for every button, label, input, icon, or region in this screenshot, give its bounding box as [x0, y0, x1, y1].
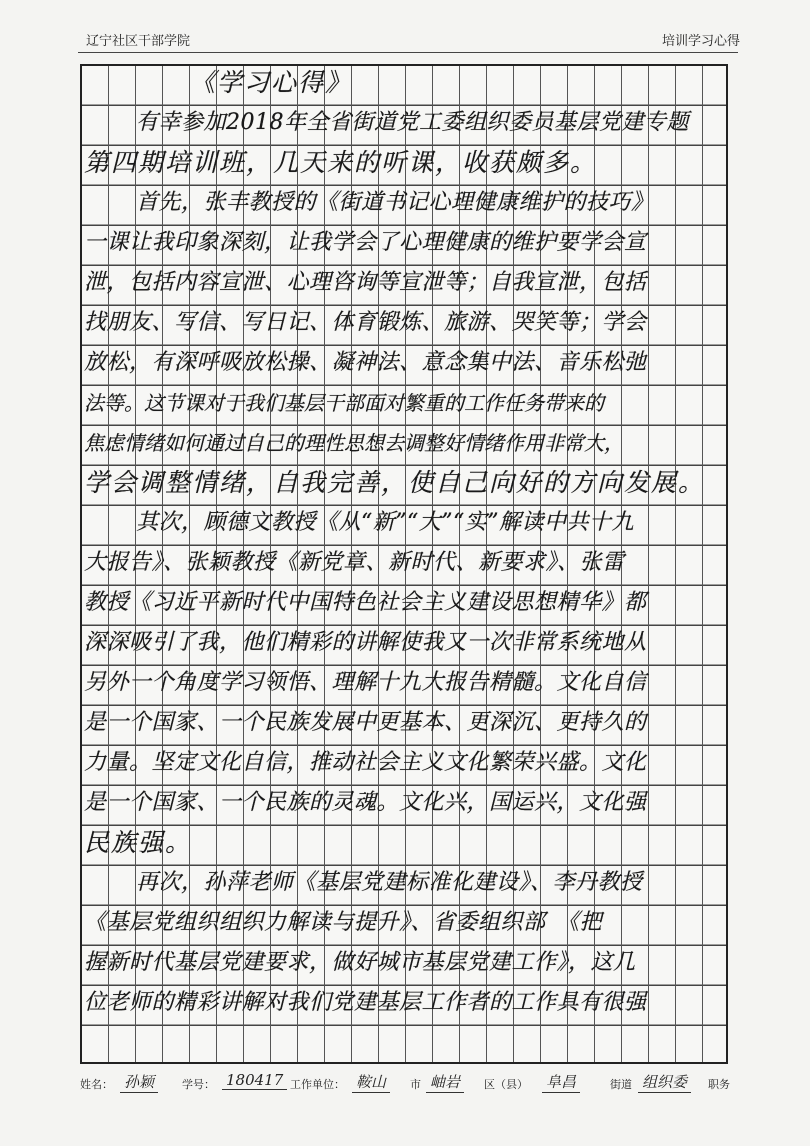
- post-value: 组织委: [638, 1071, 691, 1093]
- name-label: 姓名：: [80, 1078, 113, 1091]
- document-type-header: 培训学习心得: [661, 34, 740, 49]
- essay-line: 位老师的精彩讲解对我们党建基层工作者的工作具有很强: [84, 990, 647, 1015]
- essay-line: 力量。坚定文化自信，推动社会主义文化繁荣兴盛。文化: [84, 750, 647, 775]
- essay-line: 教授《习近平新时代中国特色社会主义建设思想精华》都: [84, 590, 647, 615]
- essay-body: [80, 64, 728, 1024]
- unit-label: 工作单位：: [290, 1078, 345, 1091]
- essay-line: 一课让我印象深刻，让我学会了心理健康的维护要学会宣: [84, 230, 647, 255]
- city-value: 鞍山: [352, 1071, 390, 1093]
- institution-header: 辽宁社区干部学院: [86, 34, 191, 49]
- district-label: 区（县）: [484, 1078, 528, 1091]
- essay-line: 学会调整情绪，自我完善，使自己向好的方向发展。: [84, 468, 706, 497]
- street-label: 街道: [610, 1078, 632, 1091]
- student-info-footer: [80, 1070, 740, 1096]
- name-value: 孙颖: [120, 1071, 158, 1093]
- essay-title: 《学习心得》: [190, 68, 353, 97]
- essay-line: 放松，有深呼吸放松操、凝神法、意念集中法、音乐松弛: [84, 350, 647, 375]
- essay-line: 是一个国家、一个民族发展中更基本、更深沉、更持久的: [84, 710, 647, 735]
- essay-line: 另外一个角度学习领悟、理解十九大报告精髓。文化自信: [84, 670, 647, 695]
- essay-line: 握新时代基层党建要求，做好城市基层党建工作》，这几: [84, 950, 636, 975]
- essay-line: 再次，孙萍老师《基层党建标准化建设》、李丹教授: [136, 870, 643, 895]
- essay-line: 是一个国家、一个民族的灵魂。文化兴，国运兴，文化强: [84, 790, 647, 815]
- essay-line: 大报告》、张颖教授《新党章、新时代、新要求》、张雷: [84, 550, 625, 575]
- essay-line: 首先，张丰教授的《街道书记心理健康维护的技巧》: [136, 190, 654, 215]
- essay-line: 找朋友、写信、写日记、体育锻炼、旅游、哭笑等；学会: [84, 310, 647, 335]
- id-label: 学号：: [182, 1078, 215, 1091]
- header-divider: [78, 52, 738, 53]
- id-value: 180417: [222, 1071, 287, 1090]
- city-label: 市: [410, 1078, 421, 1091]
- post-label: 职务: [708, 1078, 730, 1091]
- essay-line: 深深吸引了我，他们精彩的讲解使我又一次非常系统地从: [84, 630, 647, 655]
- district-value: 岫岩: [426, 1071, 464, 1093]
- essay-line: 其次，顾德文教授《从“新”“大”“实”解读中共十九: [136, 510, 634, 535]
- essay-line: 第四期培训班，几天来的听课，收获颇多。: [84, 148, 598, 177]
- essay-line: 有幸参加2018年全省街道党工委组织委员基层党建专题: [136, 110, 689, 135]
- essay-line: 泄，包括内容宣泄、心理咨询等宣泄等；自我宣泄，包括: [84, 270, 647, 295]
- town-value: 阜昌: [542, 1071, 580, 1093]
- essay-line: 法等。这节课对于我们基层干部面对繁重的工作任务带来的: [84, 391, 604, 415]
- essay-line: 《基层党组织组织力解读与提升》、省委组织部 《把: [84, 910, 603, 935]
- essay-line: 焦虑情绪如何通过自己的理性思想去调整好情绪作用非常大，: [84, 431, 624, 455]
- essay-line: 民族强。: [84, 828, 193, 857]
